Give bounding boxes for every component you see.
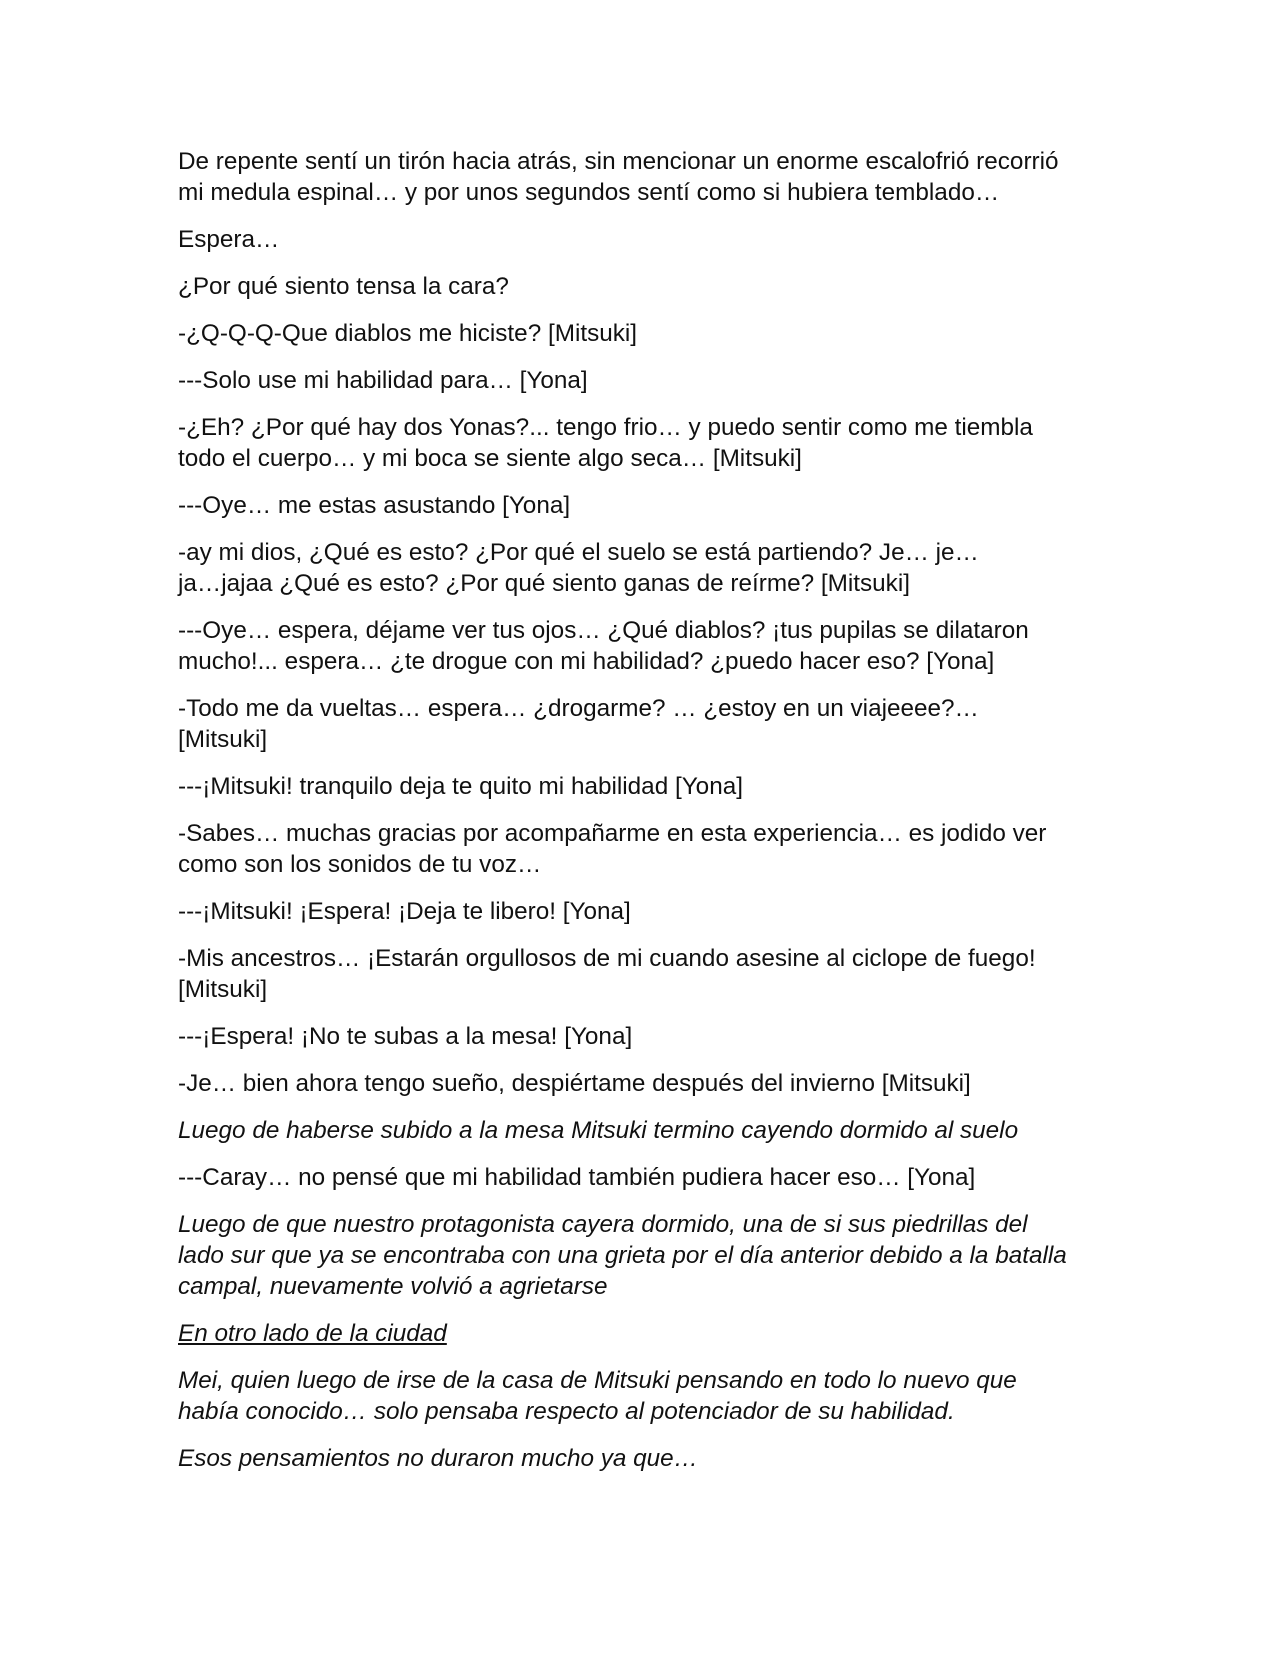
dialogue-line: ---Caray… no pensé que mi habilidad también pudiera hacer eso… [Yona] xyxy=(178,1164,976,1191)
dialogue-line: ---Solo use mi habilidad para… [Yona] xyxy=(178,367,588,394)
dialogue-line: ---Oye… me estas asustando [Yona] xyxy=(178,492,571,519)
dialogue-line: -Mis ancestros… ¡Estarán orgullosos de mi cuando asesine al ciclope de fuego! [Mitsuki] xyxy=(178,945,1036,1003)
dialogue-line: ---¡Espera! ¡No te subas a la mesa! [Yona] xyxy=(178,1023,633,1050)
paragraph-tensa-cara: ¿Por qué siento tensa la cara? xyxy=(178,273,509,300)
dialogue-line: -¿Q-Q-Q-Que diablos me hiciste? [Mitsuki] xyxy=(178,320,638,347)
narration-paragraph: Luego de que nuestro protagonista cayera dormido, una de si sus piedrillas del lado sur que ya se encontraba con una grieta por el día anterior debido a la batalla campal, nuevamente volvió a agrietarse xyxy=(178,1211,1067,1300)
narration-paragraph: Mei, quien luego de irse de la casa de Mitsuki pensando en todo lo nuevo que había conocido… solo pensaba respecto al potenciador de su habilidad. xyxy=(178,1367,1017,1425)
scene-heading xyxy=(178,1318,1108,1349)
narration-paragraph: Luego de haberse subido a la mesa Mitsuki termino cayendo dormido al suelo xyxy=(178,1117,1019,1144)
dialogue-line: ---Oye… espera, déjame ver tus ojos… ¿Qué diablos? ¡tus pupilas se dilataron mucho!... espera… ¿te drogue con mi habilidad? ¿puedo hacer eso? [Yona] xyxy=(178,617,1029,675)
paragraph-intro: De repente sentí un tirón hacia atrás, sin mencionar un enorme escalofrió recorrió mi medula espinal… y por unos segundos sentí como si hubiera temblado… xyxy=(178,148,1059,206)
dialogue-line: ---¡Mitsuki! tranquilo deja te quito mi habilidad [Yona] xyxy=(178,773,743,800)
scene-heading-text: En otro lado de la ciudad xyxy=(178,1320,447,1347)
document-page xyxy=(178,146,1108,1490)
dialogue-line: -Je… bien ahora tengo sueño, despiértame después del invierno [Mitsuki] xyxy=(178,1070,971,1097)
dialogue-line: -ay mi dios, ¿Qué es esto? ¿Por qué el suelo se está partiendo? Je… je… ja…jajaa ¿Qué es esto? ¿Por qué siento ganas de reírme? [Mitsuki] xyxy=(178,539,979,597)
dialogue-line: ---¡Mitsuki! ¡Espera! ¡Deja te libero! [Yona] xyxy=(178,898,631,925)
dialogue-line: -Sabes… muchas gracias por acompañarme en esta experiencia… es jodido ver como son los sonidos de tu voz… xyxy=(178,820,1047,878)
narration-paragraph: Esos pensamientos no duraron mucho ya que… xyxy=(178,1445,698,1472)
paragraph-espera: Espera… xyxy=(178,226,280,253)
dialogue-line: -¿Eh? ¿Por qué hay dos Yonas?... tengo frio… y puedo sentir como me tiembla todo el cuerpo… y mi boca se siente algo seca… [Mitsuki] xyxy=(178,414,1033,472)
dialogue-line: -Todo me da vueltas… espera… ¿drogarme? … ¿estoy en un viajeeee?… [Mitsuki] xyxy=(178,695,979,753)
